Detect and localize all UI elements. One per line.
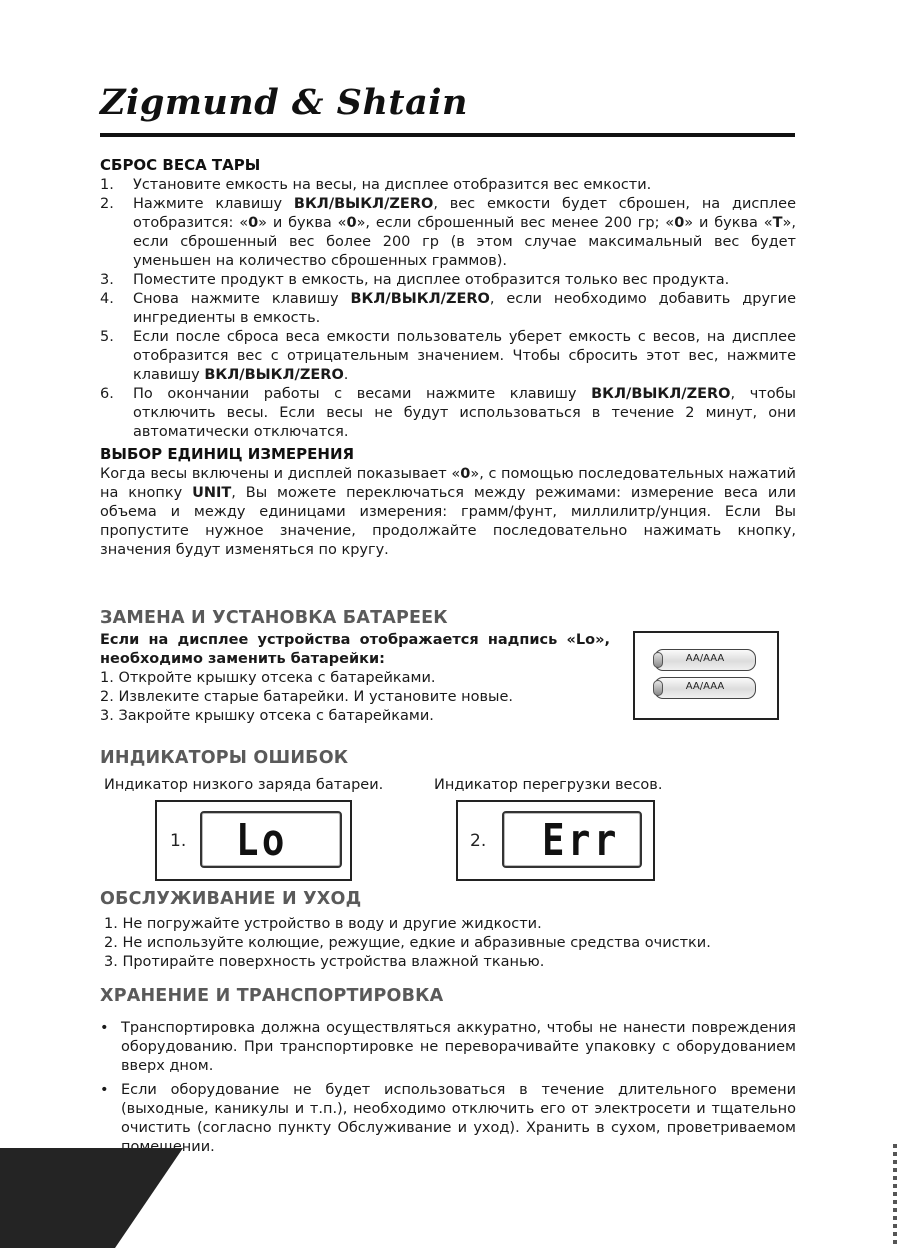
storage-list bbox=[100, 1019, 796, 1157]
bullet-icon: • bbox=[100, 1082, 109, 1098]
battery-label: AA/AAA bbox=[685, 681, 725, 692]
care-title: ОБСЛУЖИВАНИЕ И УХОД bbox=[100, 889, 362, 909]
tare-item-text: Снова нажмите клавишу ВКЛ/ВЫКЛ/ZERO, если необходимо добавить другие ингредиенты в емкость. bbox=[133, 291, 796, 326]
tare-item bbox=[100, 328, 796, 385]
tare-item bbox=[100, 195, 796, 271]
tare-item-text: Поместите продукт в емкость, на дисплее отобразится только вес продукта. bbox=[133, 272, 730, 288]
storage-title: ХРАНЕНИЕ И ТРАНСПОРТИРОВКА bbox=[100, 986, 444, 1006]
storage-item-text: Если оборудование не будет использоваться в течение длительного времени (выходные, каникулы и т.п.), необходимо отключить его от электросети и тщательно очистить (согласно пункту Обслуживание и уход). Хранить в сухом, проветриваемом помещении. bbox=[121, 1082, 796, 1155]
tare-item bbox=[100, 271, 796, 290]
tare-item-text: Нажмите клавишу ВКЛ/ВЫКЛ/ZERO, вес емкости будет сброшен, на дисплее отобразится: «0» и буква «0», если сброшенный вес менее 200 гр; «0» и буква «T», если сброшенный вес более 200 гр (в этом случае максимальный вес будет уменьшен на количество сброшенных граммов). bbox=[133, 196, 796, 269]
storage-item bbox=[100, 1081, 796, 1157]
care-section bbox=[100, 890, 796, 972]
page-edge-marks bbox=[893, 1140, 897, 1248]
overload-display bbox=[456, 800, 655, 881]
battery-step: 2. Извлеките старые батарейки. И установите новые. bbox=[100, 689, 514, 705]
battery-section bbox=[100, 609, 610, 726]
care-item: 2. Не используйте колющие, режущие, едкие и абразивные средства очистки. bbox=[104, 935, 711, 951]
brand-logo: Zigmund & Shtain bbox=[100, 82, 468, 123]
header-rule bbox=[100, 133, 795, 137]
corner-decoration bbox=[0, 1148, 115, 1248]
low-display-screen bbox=[200, 811, 342, 868]
tare-item-text: Если после сброса веса емкости пользователь уберет емкость с весов, на дисплее отобразится вес с отрицательным значением. Чтобы сбросить этот вес, нажмите клавишу ВКЛ/ВЫКЛ/ZERO. bbox=[133, 329, 796, 383]
units-section bbox=[100, 445, 796, 560]
bullet-icon: • bbox=[100, 1020, 109, 1036]
over-display-number: 2. bbox=[470, 831, 487, 851]
tare-list bbox=[100, 176, 796, 442]
tare-item bbox=[100, 290, 796, 328]
battery-label: AA/AAA bbox=[685, 653, 725, 664]
battery-icon bbox=[654, 649, 756, 671]
tare-item bbox=[100, 176, 796, 195]
over-display-screen bbox=[502, 811, 642, 868]
tare-title: СБРОС ВЕСА ТАРЫ bbox=[100, 156, 261, 174]
tare-item-number: 6. bbox=[100, 386, 114, 402]
battery-lead: Если на дисплее устройства отображается надпись «Lo», необходимо заменить батарейки: bbox=[100, 632, 610, 667]
storage-item bbox=[100, 1019, 796, 1076]
battery-icon bbox=[654, 677, 756, 699]
tare-section bbox=[100, 156, 796, 442]
low-lcd-text: Lo bbox=[236, 815, 288, 866]
storage-item-text: Транспортировка должна осуществляться аккуратно, чтобы не нанести повреждения оборудованию. При транспортировке не переворачивайте упаковку с оборудованием вверх дном. bbox=[121, 1020, 796, 1074]
low-display-number: 1. bbox=[170, 831, 187, 851]
units-title: ВЫБОР ЕДИНИЦ ИЗМЕРЕНИЯ bbox=[100, 445, 355, 463]
low-battery-caption: Индикатор низкого заряда батареи. bbox=[104, 777, 384, 793]
tare-item-number: 2. bbox=[100, 196, 114, 212]
battery-illustration bbox=[633, 631, 779, 720]
battery-title: ЗАМЕНА И УСТАНОВКА БАТАРЕЕК bbox=[100, 608, 448, 628]
corner-decoration-slope bbox=[115, 1148, 183, 1248]
tare-item-number: 3. bbox=[100, 272, 114, 288]
battery-step: 3. Закройте крышку отсека с батарейками. bbox=[100, 708, 434, 724]
tare-item-number: 4. bbox=[100, 291, 114, 307]
storage-section bbox=[100, 987, 796, 1162]
battery-step: 1. Откройте крышку отсека с батарейками. bbox=[100, 670, 436, 686]
tare-item-text: Установите емкость на весы, на дисплее отобразится вес емкости. bbox=[133, 177, 652, 193]
units-text: Когда весы включены и дисплей показывает «0», с помощью последовательных нажатий на кнопку UNIT, Вы можете переключаться между режимами: измерение веса или объема и между единицами измерения: грамм/фунт, миллилитр/унция. Если Вы пропустите нужное значение, продолжайте последовательно нажимать кнопку, значения будут изменяться по кругу. bbox=[100, 466, 797, 558]
care-item: 1. Не погружайте устройство в воду и другие жидкости. bbox=[104, 916, 542, 932]
overload-caption: Индикатор перегрузки весов. bbox=[434, 777, 663, 793]
tare-item-number: 1. bbox=[100, 177, 114, 193]
low-battery-display bbox=[155, 800, 352, 881]
over-lcd-text: Err bbox=[542, 815, 620, 866]
tare-item bbox=[100, 385, 796, 442]
care-item: 3. Протирайте поверхность устройства влажной тканью. bbox=[104, 954, 545, 970]
tare-item-number: 5. bbox=[100, 329, 114, 345]
tare-item-text: По окончании работы с весами нажмите клавишу ВКЛ/ВЫКЛ/ZERO, чтобы отключить весы. Если весы не будут использоваться в течение 2 минут, они автоматически отключатся. bbox=[133, 386, 796, 440]
errors-title: ИНДИКАТОРЫ ОШИБОК bbox=[100, 748, 349, 768]
